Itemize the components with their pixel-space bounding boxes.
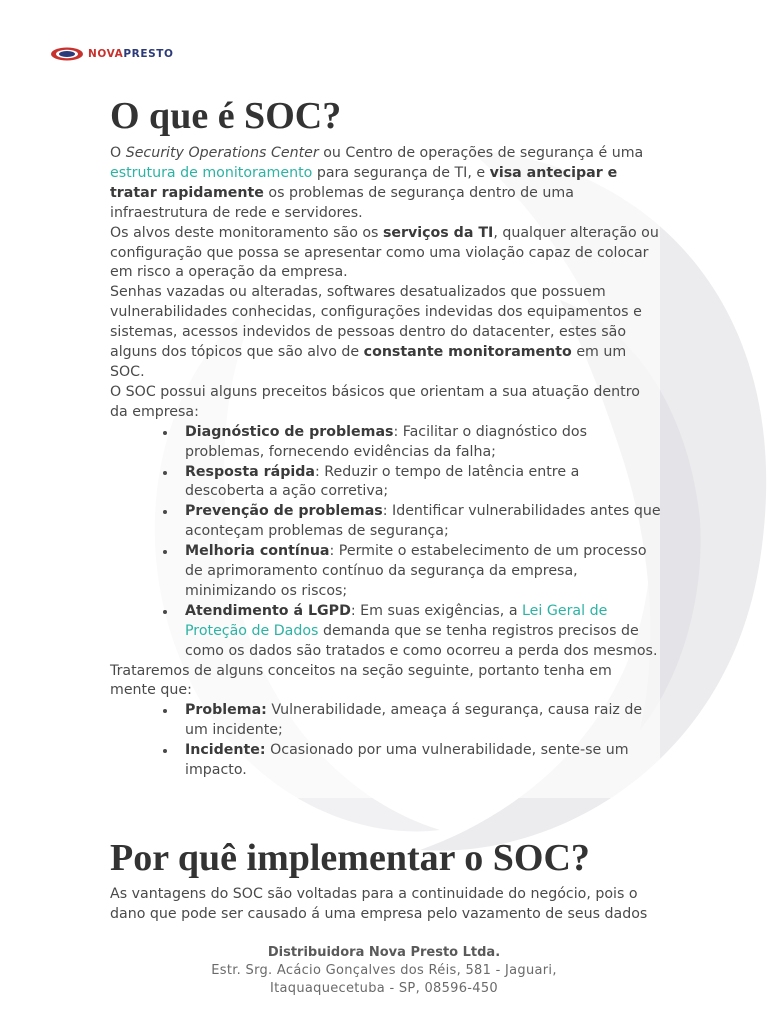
text: em um SOC. xyxy=(110,344,627,380)
bold-text: Problema: xyxy=(185,702,267,719)
list-item xyxy=(185,741,662,781)
text: os problemas de segurança dentro de uma infraestrutura de rede e servidores. xyxy=(110,184,574,221)
bold-text: Atendimento á LGPD xyxy=(185,602,351,619)
text: : Permite o estabelecimento de um processo de aprimoramento contínuo da segurança da empresa, minimizando os riscos; xyxy=(185,543,647,599)
list-item xyxy=(185,701,662,741)
logo-brand-nova: NOVA xyxy=(88,48,124,60)
bold-text: constante monitoramento xyxy=(363,344,572,361)
text: ou Centro de operações de segurança é uma xyxy=(318,145,644,161)
text: O xyxy=(110,145,126,161)
text: Os alvos deste monitoramento são os xyxy=(110,224,383,241)
logo-emblem-icon xyxy=(50,46,84,62)
footer-company-name: Distribuidora Nova Presto Ltda. xyxy=(267,945,501,960)
paragraph-concepts-intro: Trataremos de alguns conceitos na seção seguinte, portanto tenha em mente que: xyxy=(110,662,612,699)
concepts-list xyxy=(110,701,662,781)
bold-text: Incidente: xyxy=(185,742,266,759)
italic-term: Security Operations Center xyxy=(125,145,319,161)
paragraph-examples xyxy=(110,283,662,383)
list-item xyxy=(185,463,662,503)
bold-text: visa antecipar e tratar rapidamente xyxy=(110,164,618,201)
footer xyxy=(0,944,768,998)
logo-brand-presto: PRESTO xyxy=(123,48,174,60)
text: Senhas vazadas ou alteradas, softwares desatualizados que possuem vulnerabilidades conhecidas, configurações indevidas dos equipamentos e sistemas, acessos indevidos de pessoas dentro do datacenter, estes são alguns dos tópicos que são alvo de xyxy=(110,284,642,361)
text: Ocasionado por uma vulnerabilidade, sente-se um impacto. xyxy=(185,742,629,779)
link-lei-geral-protecao-dados[interactable]: Lei Geral de Proteção de Dados xyxy=(185,602,608,639)
list-item xyxy=(185,423,662,463)
section-title-what-is-soc: O que é SOC? xyxy=(110,95,342,137)
bold-text: Melhoria contínua xyxy=(185,543,330,560)
bold-text: Diagnóstico de problemas xyxy=(185,423,394,440)
text: : Reduzir o tempo de latência entre a descoberta a ação corretiva; xyxy=(185,463,580,500)
paragraph-precepts-intro: O SOC possui alguns preceitos básicos que orientam a sua atuação dentro da empresa: xyxy=(110,383,640,420)
paragraph-intro xyxy=(110,144,662,224)
section-body xyxy=(110,144,662,781)
footer-address-line-2: Itaquaquecetuba - SP, 08596-450 xyxy=(269,981,498,996)
text: para segurança de TI, e xyxy=(312,164,490,181)
footer-address-line-1: Estr. Srg. Acácio Gonçalves dos Réis, 581 - Jaguari, xyxy=(211,963,557,978)
text: demanda que se tenha registros precisos de como os dados são tratados e como ocorreu a perda dos mesmos. xyxy=(185,622,658,659)
list-item xyxy=(185,502,662,542)
link-estrutura-monitoramento[interactable]: estrutura de monitoramento xyxy=(110,164,313,181)
bold-text: Prevenção de problemas xyxy=(185,503,383,520)
paragraph-advantages: As vantagens do SOC são voltadas para a continuidade do negócio, pois o dano que pode ser causado á uma empresa pelo vazamento de seus dados xyxy=(110,886,648,922)
paragraph-targets xyxy=(110,224,662,284)
text: : Em suas exigências, a xyxy=(350,602,523,619)
text: , qualquer alteração ou configuração que possa se apresentar como uma violação capaz de colocar em risco a operação da empresa. xyxy=(110,224,659,281)
precepts-list xyxy=(110,423,662,662)
text: : Facilitar o diagnóstico dos problemas, fornecendo evidências da falha; xyxy=(185,423,588,460)
nova-presto-logo xyxy=(50,44,174,64)
list-item xyxy=(185,602,662,662)
section-title-why-implement-soc: Por quê implementar o SOC? xyxy=(110,837,590,879)
text: : Identificar vulnerabilidades antes que aconteçam problemas de segurança; xyxy=(185,503,661,540)
bold-text: Resposta rápida xyxy=(185,463,315,480)
text: Vulnerabilidade, ameaça á segurança, causa raiz de um incidente; xyxy=(185,702,643,739)
bold-text: serviços da TI xyxy=(382,224,494,241)
list-item xyxy=(185,542,662,602)
